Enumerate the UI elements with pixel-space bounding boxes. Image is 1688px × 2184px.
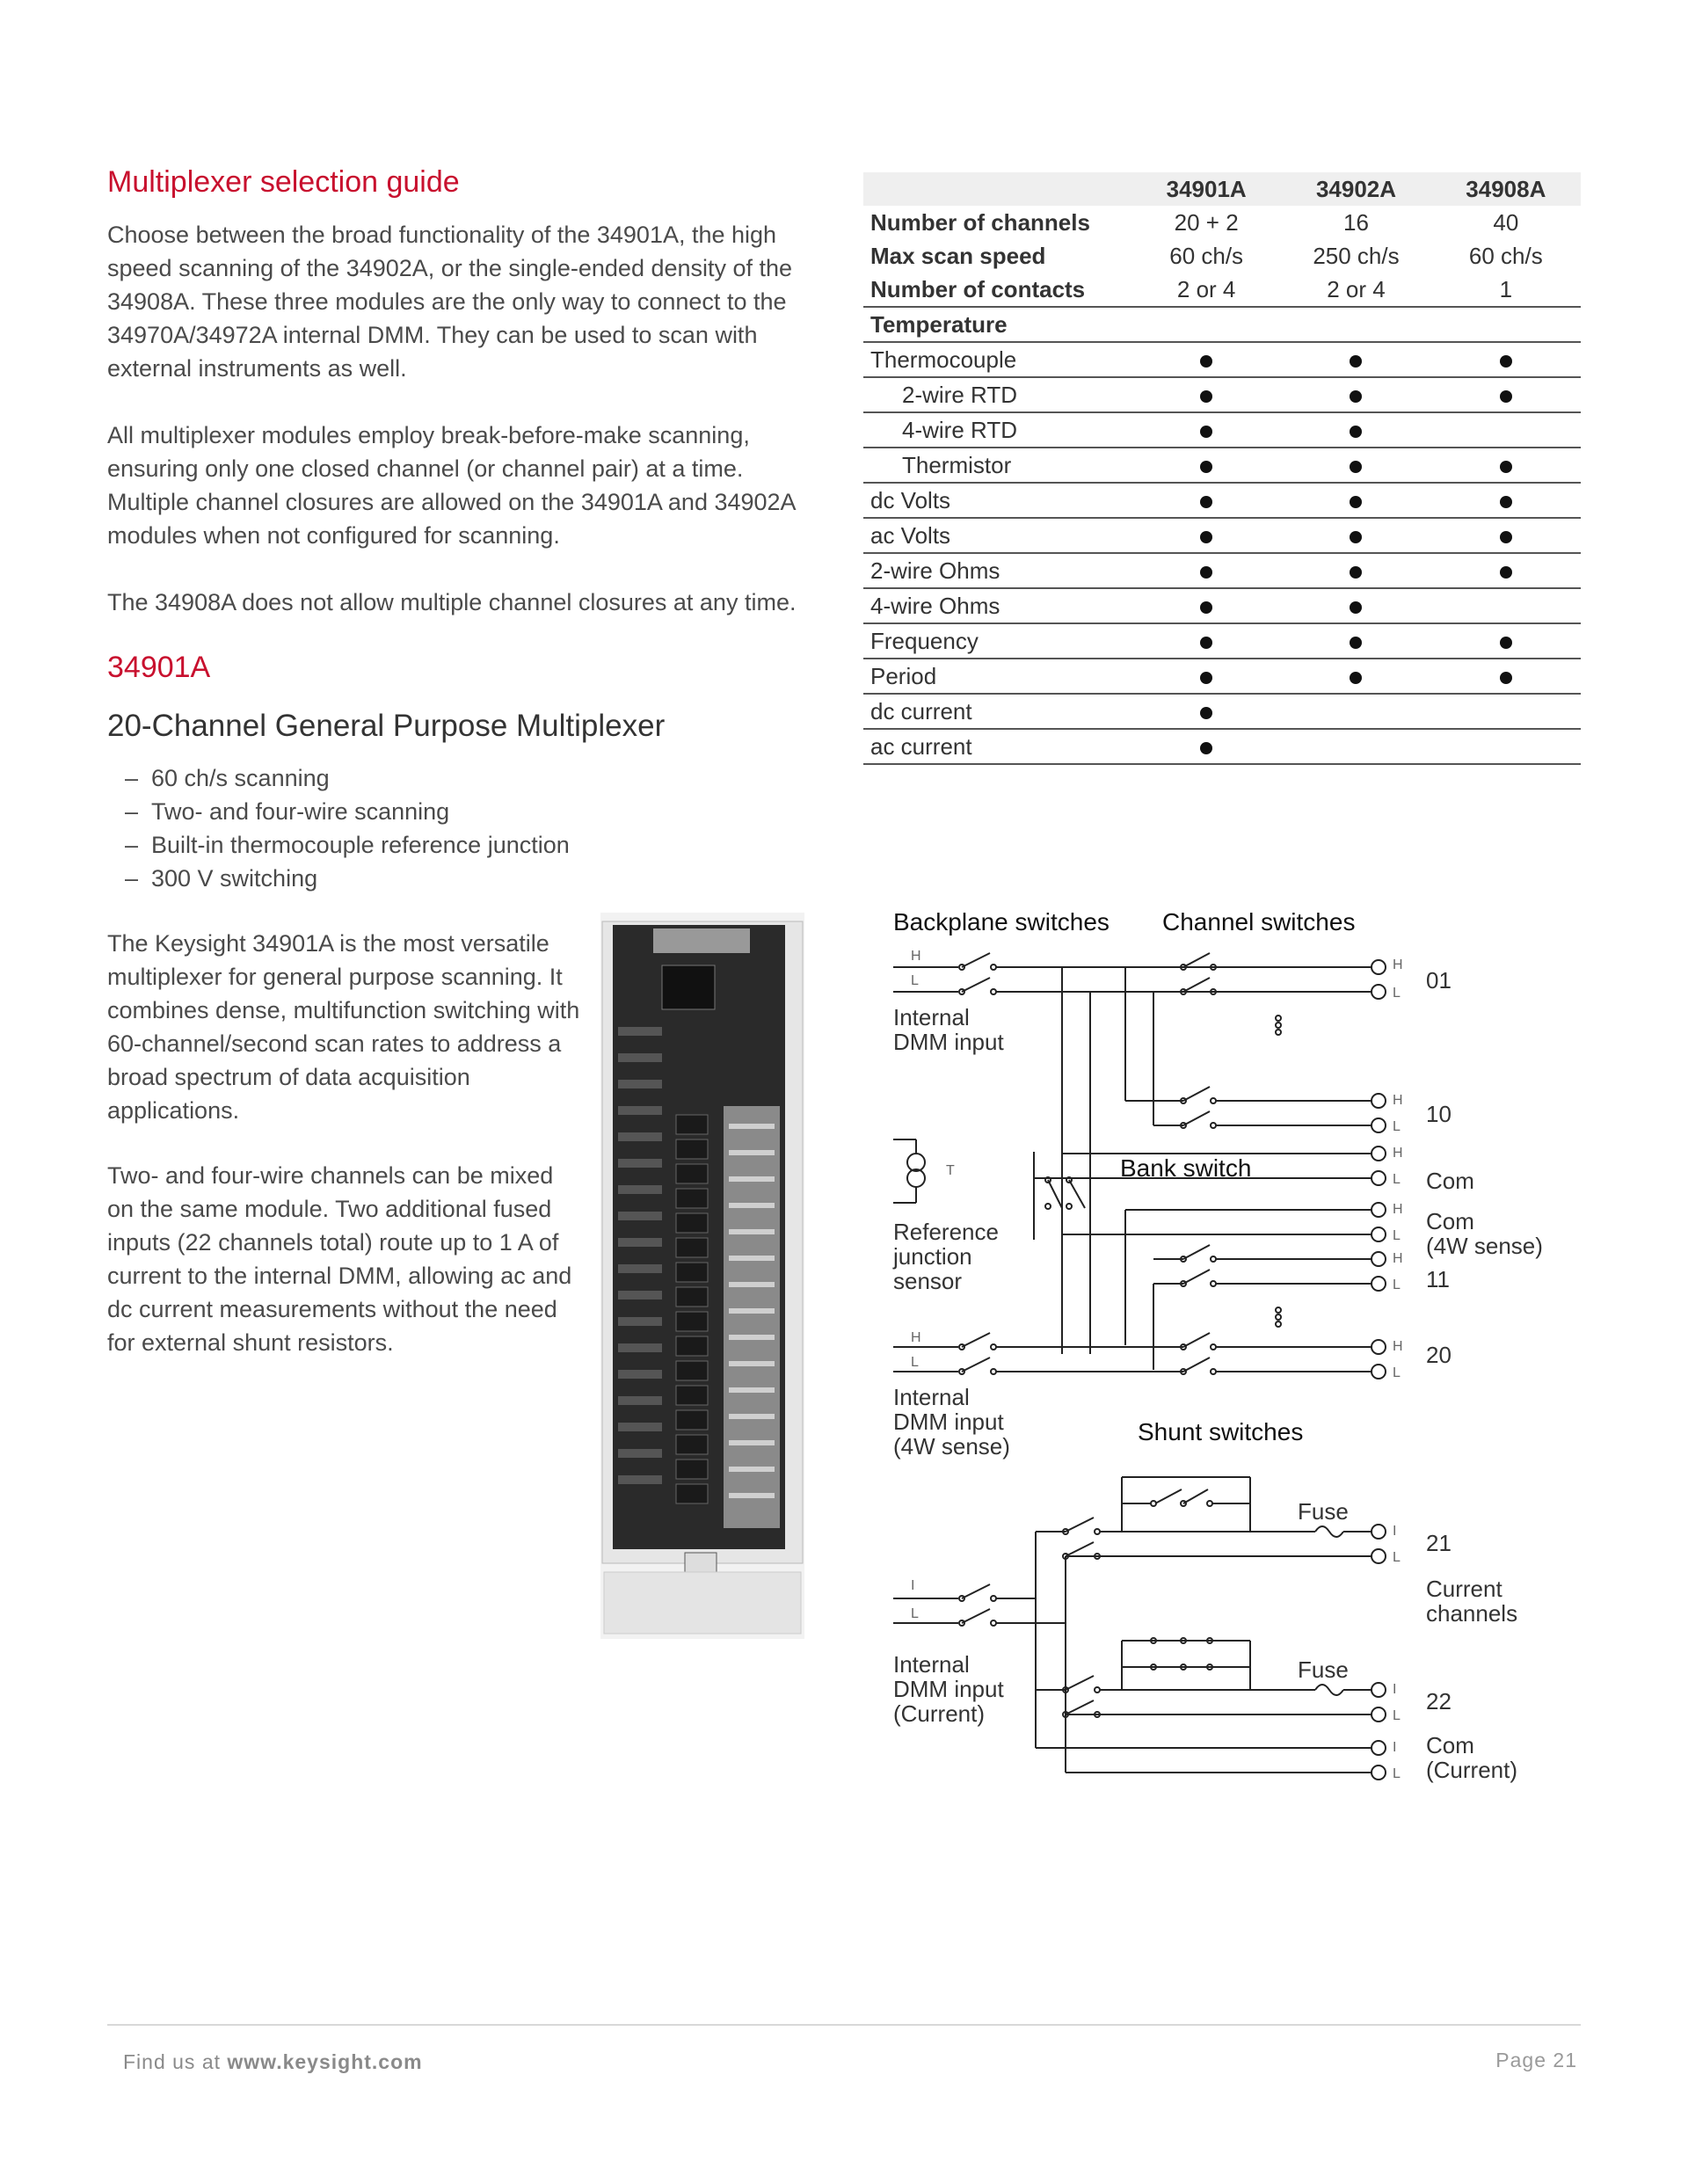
row-label: 2-wire RTD: [863, 377, 1131, 412]
svg-text:L: L: [1393, 986, 1401, 1001]
svg-text:Reference: Reference: [893, 1219, 999, 1245]
channel-21-label: 21: [1426, 1530, 1452, 1556]
cell-support: [1431, 588, 1581, 623]
channel-switches-label: Channel switches: [1162, 908, 1356, 935]
footer-divider: [107, 2024, 1581, 2026]
cell-value: 60 ch/s: [1468, 242, 1543, 269]
svg-text:L: L: [1393, 1278, 1401, 1292]
table-row: [863, 553, 1581, 588]
cell-support: [1281, 588, 1430, 623]
row-label: ac Volts: [863, 518, 1131, 553]
table-row: [863, 659, 1581, 694]
supported-dot-icon: [1200, 496, 1212, 508]
table-row: [863, 206, 1581, 239]
svg-text:DMM input: DMM input: [893, 1676, 1004, 1702]
cell-support: [1431, 412, 1581, 448]
supported-dot-icon: [1500, 637, 1512, 649]
switch-schematic: [879, 906, 1600, 1802]
cell-support: [1431, 659, 1581, 694]
svg-text:L: L: [1393, 1365, 1401, 1380]
supported-dot-icon: [1200, 531, 1212, 543]
row-label: dc Volts: [863, 483, 1131, 518]
row-label: Number of contacts: [863, 273, 1131, 307]
row-label: ac current: [863, 729, 1131, 764]
current-channels-label: Current: [1426, 1576, 1502, 1602]
svg-text:(4W sense): (4W sense): [893, 1433, 1010, 1460]
fuse-label: Fuse: [1298, 1498, 1349, 1525]
com-4w-label: Com: [1426, 1208, 1474, 1234]
svg-text:Internal: Internal: [893, 1384, 970, 1410]
svg-text:L: L: [1393, 1228, 1401, 1243]
channel-11-label: 11: [1426, 1266, 1450, 1292]
supported-dot-icon: [1350, 637, 1362, 649]
svg-text:DMM input: DMM input: [893, 1409, 1004, 1435]
row-label: 2-wire Ohms: [863, 553, 1131, 588]
supported-dot-icon: [1500, 672, 1512, 684]
page-number: Page 21: [1495, 2049, 1577, 2071]
shunt-switches-label: Shunt switches: [1138, 1418, 1304, 1445]
cell-support: [1131, 729, 1281, 764]
supported-dot-icon: [1200, 355, 1212, 368]
supported-dot-icon: [1350, 531, 1362, 543]
cell-support: [1131, 342, 1281, 377]
supported-dot-icon: [1200, 672, 1212, 684]
cell-value: 2 or 4: [1131, 273, 1281, 307]
supported-dot-icon: [1200, 426, 1212, 438]
cell-support: [1431, 448, 1581, 483]
supported-dot-icon: [1200, 566, 1212, 579]
selection-table: [863, 172, 1581, 765]
cell-support: [1431, 377, 1581, 412]
supported-dot-icon: [1500, 355, 1512, 368]
cell-value: 250 ch/s: [1313, 242, 1400, 269]
cell-support: [1431, 729, 1581, 764]
table-row: [863, 307, 1581, 342]
table-row: [863, 483, 1581, 518]
svg-text:H: H: [1393, 1202, 1403, 1217]
cell-support: [1431, 553, 1581, 588]
row-label: 4-wire RTD: [863, 412, 1131, 448]
cell-support: [1131, 448, 1281, 483]
supported-dot-icon: [1200, 742, 1212, 754]
bank-switch-label: Bank switch: [1120, 1154, 1252, 1182]
cell-support: [1281, 659, 1430, 694]
cell-value: 16: [1343, 208, 1369, 236]
svg-text:H: H: [911, 949, 921, 964]
cell-value: 40: [1493, 208, 1519, 236]
supported-dot-icon: [1500, 531, 1512, 543]
svg-text:DMM input: DMM input: [893, 1029, 1004, 1055]
svg-text:channels: channels: [1426, 1600, 1518, 1627]
cell-support: [1131, 518, 1281, 553]
table-header-row: [863, 172, 1581, 206]
table-row: [863, 239, 1581, 273]
svg-text:L: L: [1393, 1119, 1401, 1134]
cell-value: 2 or 4: [1281, 273, 1430, 307]
supported-dot-icon: [1350, 426, 1362, 438]
table-row: [863, 694, 1581, 729]
feature-list: [107, 761, 775, 895]
supported-dot-icon: [1350, 390, 1362, 403]
supported-dot-icon: [1350, 355, 1362, 368]
svg-text:I: I: [911, 1578, 915, 1593]
cell-support: [1131, 412, 1281, 448]
row-label: Thermocouple: [863, 342, 1131, 377]
cell-support: [1131, 483, 1281, 518]
svg-text:Internal: Internal: [893, 1651, 970, 1678]
list-item: – 60 ch/s scanning: [107, 761, 775, 795]
row-label: Period: [863, 659, 1131, 694]
svg-text:I: I: [1393, 1524, 1397, 1539]
supported-dot-icon: [1500, 496, 1512, 508]
channel-10-label: 10: [1426, 1101, 1452, 1127]
table-corner: [863, 172, 1131, 206]
table-row: [863, 377, 1581, 412]
list-item: – 300 V switching: [107, 862, 775, 895]
supported-dot-icon: [1200, 390, 1212, 403]
table-row: [863, 342, 1581, 377]
table-row: [863, 273, 1581, 307]
row-label: Frequency: [863, 623, 1131, 659]
supported-dot-icon: [1350, 496, 1362, 508]
svg-text:(Current): (Current): [1426, 1757, 1518, 1783]
cell-value: 1: [1431, 273, 1581, 307]
cell-value: 60 ch/s: [1169, 242, 1244, 269]
module-paragraph-2: Two- and four-wire channels can be mixed on the same module. Two additional fused inputs (22 channels total) route up to 1 A of current to the internal DMM, allowing ac and dc current measurements without the need for external shunt resistors.: [107, 1162, 572, 1356]
supported-dot-icon: [1200, 601, 1212, 614]
svg-text:L: L: [1393, 1708, 1401, 1723]
cell-support: [1281, 412, 1430, 448]
com-label: Com: [1426, 1168, 1474, 1194]
svg-text:Internal: Internal: [893, 1004, 970, 1030]
module-title: 20-Channel General Purpose Multiplexer: [107, 709, 666, 743]
svg-text:H: H: [1393, 1093, 1403, 1108]
svg-text:L: L: [911, 1606, 919, 1621]
cell-value: 20 + 2: [1174, 208, 1239, 236]
supported-dot-icon: [1200, 637, 1212, 649]
cell-support: [1431, 483, 1581, 518]
cell-support: [1431, 694, 1581, 729]
channel-01-label: 01: [1426, 967, 1452, 994]
section-heading: Multiplexer selection guide: [107, 165, 460, 199]
svg-text:T: T: [946, 1163, 955, 1178]
cell-support: [1281, 377, 1430, 412]
svg-text:I: I: [1393, 1740, 1397, 1755]
cell-support: [1281, 729, 1430, 764]
row-label: Max scan speed: [870, 242, 1046, 269]
row-label-temperature: Temperature: [863, 307, 1131, 342]
svg-text:sensor: sensor: [893, 1268, 963, 1294]
guide-paragraph-2: All multiplexer modules employ break-before-make scanning, ensuring only one closed channel (or channel pair) at a time. Multiple channel closures are allowed on the 34901A and 34902A modules when not configured for scanning.: [107, 422, 796, 549]
svg-text:H: H: [1393, 957, 1403, 972]
cell-support: [1281, 518, 1430, 553]
cell-support: [1131, 694, 1281, 729]
cell-support: [1281, 448, 1430, 483]
cell-support: [1131, 623, 1281, 659]
svg-text:H: H: [1393, 1339, 1403, 1354]
supported-dot-icon: [1500, 461, 1512, 473]
cell-support: [1431, 342, 1581, 377]
table-row: [863, 623, 1581, 659]
guide-paragraph-1: Choose between the broad functionality of the 34901A, the high speed scanning of the 34902A, or the single-ended density of the 34908A. These three modules are the only way to connect to the 34970A/34972A internal DMM. They can be used to scan with external instruments as well.: [107, 222, 793, 382]
cell-support: [1131, 659, 1281, 694]
column-header: 34908A: [1431, 172, 1581, 206]
cell-support: [1281, 694, 1430, 729]
module-paragraph-1: The Keysight 34901A is the most versatile multiplexer for general purpose scanning. It combines dense, multifunction switching with 60-channel/second scan rates to address a broad spectrum of data acquisition applications.: [107, 930, 580, 1124]
table-row: [863, 448, 1581, 483]
svg-text:L: L: [911, 973, 919, 988]
supported-dot-icon: [1350, 461, 1362, 473]
cell-support: [1431, 518, 1581, 553]
cell-support: [1281, 483, 1430, 518]
svg-text:L: L: [911, 1355, 919, 1370]
supported-dot-icon: [1500, 390, 1512, 403]
channel-22-label: 22: [1426, 1688, 1452, 1714]
svg-text:I: I: [1393, 1682, 1397, 1697]
cell-support: [1281, 553, 1430, 588]
footer-url-link[interactable]: www.keysight.com: [227, 2050, 423, 2073]
cell-support: [1131, 377, 1281, 412]
svg-text:L: L: [1393, 1172, 1401, 1187]
guide-paragraph-3: The 34908A does not allow multiple channel closures at any time.: [107, 589, 797, 615]
cell-support: [1131, 553, 1281, 588]
svg-text:L: L: [1393, 1766, 1401, 1781]
svg-text:H: H: [1393, 1146, 1403, 1161]
cell-support: [1431, 623, 1581, 659]
backplane-switches-label: Backplane switches: [893, 908, 1110, 935]
svg-text:(Current): (Current): [893, 1700, 986, 1727]
module-photo: [600, 913, 804, 1639]
com-current-label: Com: [1426, 1732, 1474, 1758]
row-label: dc current: [863, 694, 1131, 729]
column-header: 34901A: [1131, 172, 1281, 206]
cell-support: [1131, 588, 1281, 623]
fuse-label: Fuse: [1298, 1656, 1349, 1683]
svg-text:H: H: [1393, 1251, 1403, 1266]
table-row: [863, 412, 1581, 448]
svg-text:H: H: [911, 1330, 921, 1345]
footer-find-us: Find us at www.keysight.com: [123, 2050, 423, 2073]
supported-dot-icon: [1350, 672, 1362, 684]
row-label: Thermistor: [863, 448, 1131, 483]
channel-20-label: 20: [1426, 1342, 1452, 1368]
supported-dot-icon: [1350, 601, 1362, 614]
supported-dot-icon: [1200, 707, 1212, 719]
svg-text:junction: junction: [893, 1243, 972, 1270]
table-row: [863, 729, 1581, 764]
supported-dot-icon: [1350, 566, 1362, 579]
svg-text:(4W sense): (4W sense): [1426, 1233, 1543, 1259]
row-label: 4-wire Ohms: [863, 588, 1131, 623]
svg-text:L: L: [1393, 1550, 1401, 1565]
cell-support: [1281, 623, 1430, 659]
supported-dot-icon: [1200, 461, 1212, 473]
row-label: Number of channels: [870, 208, 1090, 236]
cell-support: [1281, 342, 1430, 377]
list-item: – Two- and four-wire scanning: [107, 795, 775, 828]
table-row: [863, 518, 1581, 553]
table-row: [863, 588, 1581, 623]
supported-dot-icon: [1500, 566, 1512, 579]
module-model-heading: 34901A: [107, 651, 211, 684]
list-item: – Built-in thermocouple reference junction: [107, 828, 775, 862]
column-header: 34902A: [1281, 172, 1430, 206]
